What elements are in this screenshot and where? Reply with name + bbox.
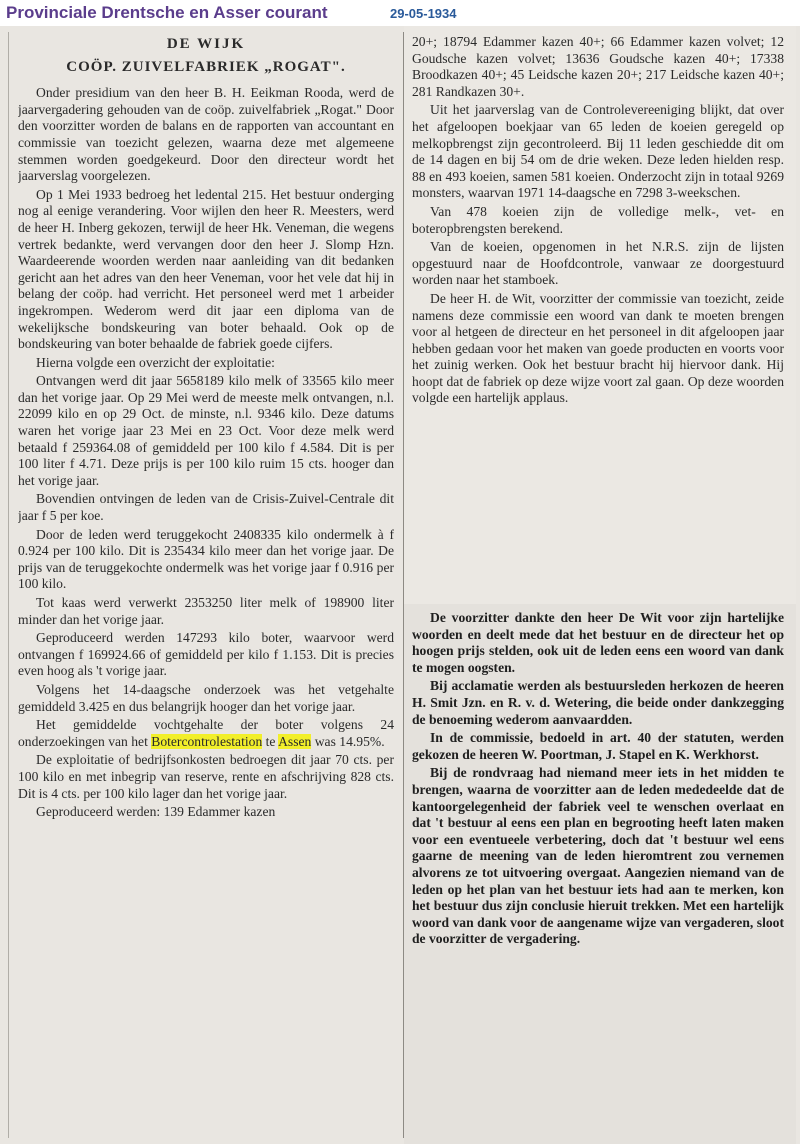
- paragraph: Van 478 koeien zijn de volledige melk-, vet- en boteropbrengsten berekend.: [412, 203, 784, 236]
- paragraph: Door de leden werd teruggekocht 2408335 kilo ondermelk à f 0.924 per 100 kilo. Dit is 235434 kilo meer dan het vorige jaar. De prijs van de teruggekochte ondermelk was het vorige jaar f 0.916 per 100 kilo.: [18, 526, 394, 592]
- paragraph: Tot kaas werd verwerkt 2353250 liter melk of 198900 liter minder dan het vorige jaar.: [18, 595, 394, 627]
- newspaper-clipping: [0, 26, 800, 1144]
- publication-date: 29-05-1934: [390, 6, 457, 21]
- paragraph: De heer H. de Wit, voorzitter der commissie van toezicht, zeide namens deze commissie een woord van dank te moeten brengen voor al hetgeen de directeur en het personeel in dit afgeloopen jaar hebben gedaan voor het maken van goede producten en voorts voor het zuinig werken. Ook het bestuur bracht hij hiervoor dank. Hij hoopt dat de fabriek op deze wijze voort zal gaan. Op deze woorden volgde een hartelijk applaus.: [412, 290, 784, 406]
- paragraph: Bij de rondvraag had niemand meer iets in het midden te brengen, waarna de voorzitter aan de leden mededeelde dat de kantoorgelegenheid der fabriek veel te wenschen overlaat en dat 't bestuur al eens een plan en begrooting heeft laten maken voor een eventueele verbetering, doch dat 't bestuur wel eens gaarne de meening van de leden hieromtrent zou vernemen alvorens ze tot uitvoering overgaat. Aangezien niemand van de leden op het plan van het bestuur iets had aan te merken, kon het bestuur dus zijn conclusie hieruit trekken. Met een hartelijk woord van dank voor de aangename wijze van vergaderen, sloot de voorzitter de vergadering.: [412, 765, 784, 947]
- paragraph: Onder presidium van den heer B. H. Eeikman Rooda, werd de jaarvergadering gehouden van de coöp. zuivelfabriek „Rogat." Door den voorzitter worden de balans en de rapporten van accountant en commissie van toezicht gelezen, waarna deze met algemeene stemmen worden goedgekeurd. Door den directeur wordt het jaarverslag voorgelezen.: [18, 85, 394, 184]
- text-run: te: [262, 733, 279, 749]
- paragraph: De voorzitter dankte den heer De Wit voor zijn hartelijke woorden en deelt mede dat het bestuur en de directeur het op hoogen prijs stelden, ook uit de leden eens een woord van dank te mogen oogsten.: [412, 610, 784, 675]
- paragraph: Op 1 Mei 1933 bedroeg het ledental 215. Het bestuur onderging nog al eenige verandering. Voor wijlen den heer R. Meesters, werd de heer H. Inberg gekozen, terwijl de heer Hk. Veneman, die wegens vertrek bedankte, werd vervangen door den heer J. Slomp Hzn. Waardeerende woorden werden naar aanleiding van dit bedanken gericht aan het adres van den heer Veneman, voor het vele dat hij in belang der coöp. had verricht. Het personeel werd met 1 arbeider ingekrompen. Wederom werd dit jaar een diploma van de wekelijksche bondskeuring van boter behaald. Ook op de bondskeuring van boter behaalde de fabriek goede cijfers.: [18, 186, 394, 352]
- text-run: was 14.95%.: [311, 733, 385, 749]
- article-title: COÖP. ZUIVELFABRIEK „ROGAT".: [66, 58, 346, 75]
- highlight-assen: Assen: [278, 733, 312, 749]
- paragraph: 20+; 18794 Edammer kazen 40+; 66 Edammer kazen volvet; 12 Goudsche kazen volvet; 13636 Goudsche kazen 40+; 17338 Broodkazen 40+; 45 Leidsche kazen 20+; 217 Leidsche kazen 40+; 281 Randkazen 30+.: [412, 34, 784, 99]
- section-heading: DE WIJK: [166, 36, 246, 52]
- paragraph: Geproduceerd werden: 139 Edammer kazen: [36, 804, 276, 820]
- paragraph: Uit het jaarverslag van de Controlevereeniging blijkt, dat over het afgeloopen boekjaar van 65 leden de koeien geregeld op melkopbrengst zijn gecontroleerd. Bij 11 leden geschiedde dit om de 14 dagen en bij 54 om de drie weken. Deze leden hielden resp. 88 en 493 koeien, samen 581 koeien. Onderzocht zijn in totaal 9269 monsters, waarvan 1971 14-daagsche en 7298 3-weekschen.: [412, 102, 784, 201]
- column-divider: [403, 32, 404, 1138]
- article-column-left: [18, 34, 394, 1138]
- article-column-right-bottom: [412, 610, 784, 1138]
- article-column-right-top: [412, 34, 784, 604]
- paragraph: Volgens het 14-daagsche onderzoek was het vetgehalte gemiddeld 3.425 en dus belangrijk hooger dan het vorige jaar.: [18, 681, 394, 714]
- paragraph: Van de koeien, opgenomen in het N.R.S. zijn de lijsten opgestuurd naar de Hoofdcontrole, vanwaar ze doorgestuurd worden naar het stamboek.: [412, 239, 784, 288]
- paragraph: Bovendien ontvingen de leden van de Crisis-Zuivel-Centrale dit jaar f 5 per koe.: [18, 491, 394, 524]
- paragraph: In de commissie, bedoeld in art. 40 der statuten, werden gekozen de heeren W. Poortman, J. Stapel en K. Werkhorst.: [412, 730, 784, 762]
- paragraph: Geproduceerd werden 147293 kilo boter, waarvoor werd ontvangen f 169924.66 of gemiddeld per kilo f 1.153. Dit is precies even hoog als 't vorige jaar.: [18, 630, 394, 679]
- masthead: [0, 0, 800, 26]
- moisture-paragraph: [18, 717, 394, 750]
- paragraph: Hierna volgde een overzicht der exploitatie:: [36, 354, 275, 370]
- newspaper-title: Provinciale Drentsche en Asser courant: [6, 3, 328, 22]
- paragraph: Bij acclamatie werden als bestuursleden herkozen de heeren H. Smit Jzn. en R. v. d. Wetering, die beide onder dankzegging de benoeming wederom aanvaardden.: [412, 678, 784, 727]
- highlight-botercontrolestation: Botercontrolestation: [151, 733, 263, 749]
- paragraph: Ontvangen werd dit jaar 5658189 kilo melk of 33565 kilo meer dan het vorige jaar. Op 29 Mei werd de meeste melk ontvangen, n.l. 22099 kilo en op 29 Oct. de minste, n.l. 9346 kilo. Deze datums waren het vorige jaar 23 Mei en 23 Oct. Voor deze melk werd betaald f 259364.08 of gemiddeld per 100 kilo f 4.584. Dit is per 100 liter f 4.71. Deze prijs is per 100 kilo ruim 15 cts. hooger dan het vorige jaar.: [18, 373, 394, 488]
- paragraph: De exploitatie of bedrijfsonkosten bedroegen dit jaar 70 cts. per 100 kilo en met inbegrip van reserve, rente en afschrijving 828 cts. Dit is 4 cts. per 100 kilo lager dan het vorige jaar.: [18, 752, 394, 801]
- left-edge-rule: [8, 32, 9, 1138]
- text-run: Het gemiddelde vochtgehalte der boter volgens 24 onderzoekingen van het: [18, 717, 394, 749]
